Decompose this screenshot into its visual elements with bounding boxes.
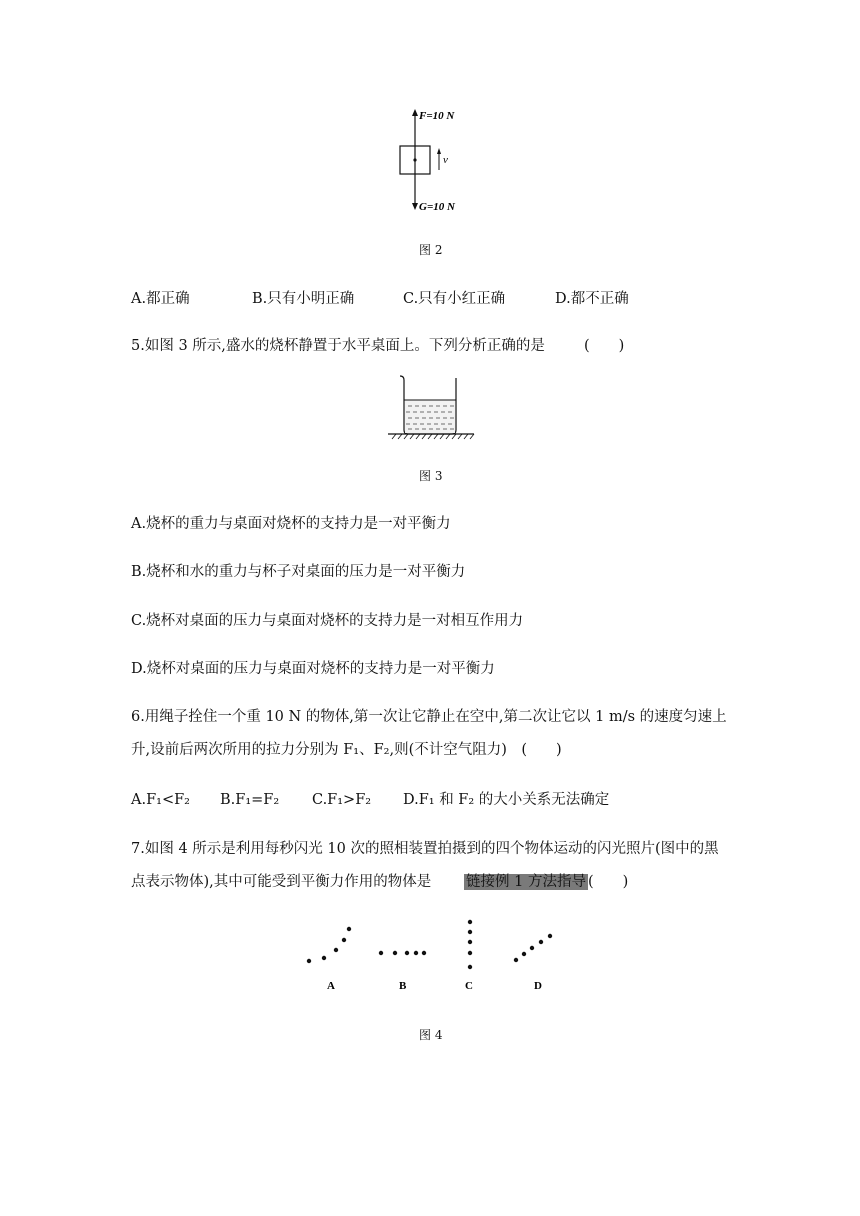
force-label: F=10 N: [419, 110, 455, 122]
gravity-label: G=10 N: [419, 201, 455, 213]
q4-option-b: B.只有小明正确: [252, 291, 355, 307]
dots-c: [468, 920, 472, 969]
q4-option-d: D.都不正确: [555, 291, 629, 307]
q7-link-row: [464, 872, 628, 892]
q5-option-d: D.烧杯对桌面的压力与桌面对烧杯的支持力是一对平衡力: [131, 661, 495, 677]
q5-option-c: C.烧杯对桌面的压力与桌面对烧杯的支持力是一对相互作用力: [131, 613, 524, 629]
q6-stem-line-1: 6.用绳子拴住一个重 10 N 的物体,第一次让它静止在空中,第二次让它以 1 m/s 的速度匀速上: [131, 709, 727, 725]
q5-answer-blank: ( ): [584, 338, 625, 354]
q7-answer-blank: ( ): [587, 874, 629, 890]
figure-4-flash-photos: [295, 912, 570, 997]
dots-d: [514, 934, 552, 962]
label-b: B: [399, 980, 407, 992]
q6-stem-line-2: 升,设前后两次所用的拉力分别为 F₁、F₂,则(不计空气阻力) ( ): [131, 742, 562, 758]
q6-option-c: C.F₁>F₂: [312, 792, 372, 808]
gravity-arrow-head: [412, 203, 418, 210]
q7-stem-line-2: 点表示物体),其中可能受到平衡力作用的物体是: [131, 874, 432, 890]
dots-a: [307, 927, 351, 963]
label-a: A: [327, 980, 335, 992]
figure-3-caption: 图 3: [419, 469, 443, 483]
dots-b: [379, 951, 426, 955]
object-center-dot: [413, 158, 416, 161]
q7-stem-line-1: 7.如图 4 所示是利用每秒闪光 10 次的照相装置拍摄到的四个物体运动的闪光照片(图中的黑: [131, 841, 719, 857]
force-arrow-head: [412, 109, 418, 116]
figure-4-caption: 图 4: [419, 1028, 443, 1042]
figure-2-force-diagram: [380, 100, 490, 220]
q5-option-b: B.烧杯和水的重力与杯子对桌面的压力是一对平衡力: [131, 564, 466, 580]
q4-option-c: C.只有小红正确: [403, 291, 506, 307]
table-hatching: [392, 434, 474, 439]
velocity-arrow-head: [437, 148, 441, 154]
q6-option-d: D.F₁ 和 F₂ 的大小关系无法确定: [403, 792, 610, 808]
beaker-water: [405, 400, 455, 433]
method-guide-link[interactable]: 链接例 1 方法指导: [466, 874, 586, 890]
label-d: D: [534, 980, 542, 992]
figure-2-caption: 图 2: [419, 243, 443, 257]
q6-option-b: B.F₁=F₂: [220, 792, 280, 808]
q4-option-a: A.都正确: [131, 291, 190, 307]
label-c: C: [465, 980, 473, 992]
q5-option-a: A.烧杯的重力与桌面对烧杯的支持力是一对平衡力: [131, 516, 451, 532]
q5-stem: 5.如图 3 所示,盛水的烧杯静置于水平桌面上。下列分析正确的是: [131, 338, 545, 354]
figure-3-beaker-diagram: [386, 372, 476, 442]
velocity-label: v: [443, 154, 448, 166]
q6-option-a: A.F₁<F₂: [131, 792, 190, 808]
